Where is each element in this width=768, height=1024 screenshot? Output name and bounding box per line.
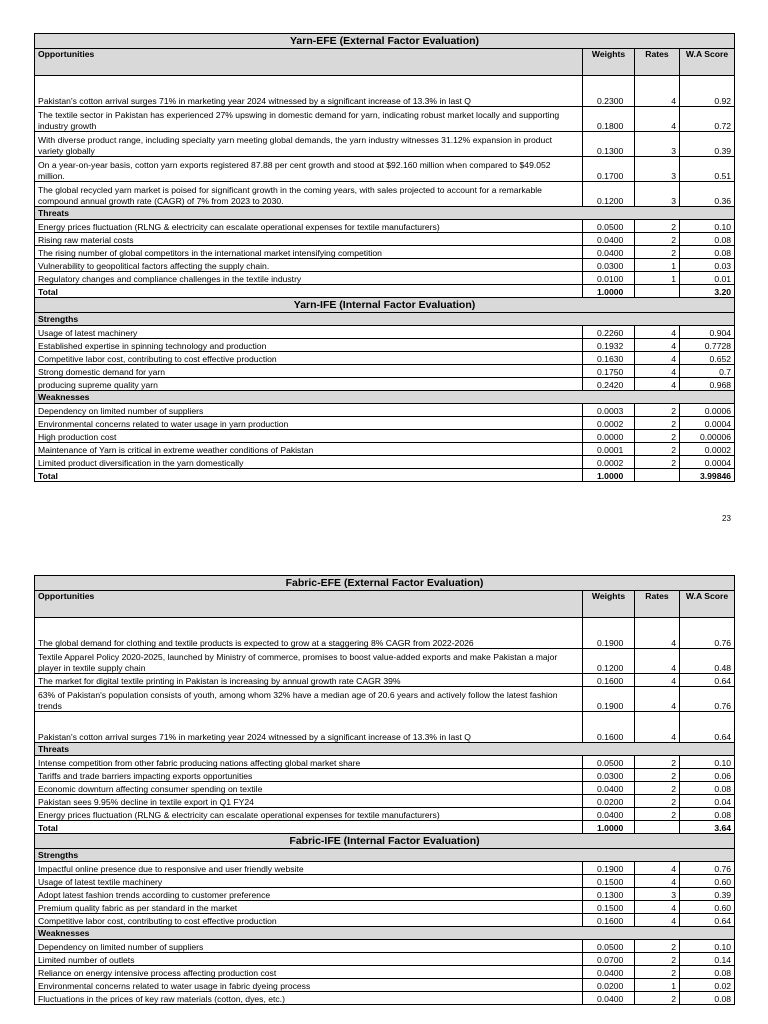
section-title-row [35, 576, 735, 591]
weight-cell: 0.1200 [583, 182, 635, 207]
rate-cell: 2 [635, 246, 680, 259]
table-row [35, 220, 735, 233]
weight-cell: 0.2260 [583, 326, 635, 339]
weaknesses-subheader: Weaknesses [35, 391, 735, 404]
table-row [35, 979, 735, 992]
score-cell: 0.76 [680, 618, 735, 649]
total-rate [635, 469, 680, 482]
yarn-efe-title: Yarn-EFE (External Factor Evaluation) [35, 34, 735, 49]
table-row [35, 339, 735, 352]
score-cell: 0.08 [680, 782, 735, 795]
factor-text: producing supreme quality yarn [35, 378, 583, 391]
total-label: Total [35, 285, 583, 298]
rate-cell: 3 [635, 182, 680, 207]
table-row [35, 430, 735, 443]
header-row [35, 49, 735, 76]
table-row [35, 76, 735, 107]
table-row [35, 914, 735, 927]
rate-cell: 2 [635, 233, 680, 246]
score-cell: 0.08 [680, 246, 735, 259]
strengths-subheader: Strengths [35, 313, 735, 326]
rates-header: Rates [635, 49, 680, 76]
score-cell: 0.76 [680, 862, 735, 875]
score-cell: 0.02 [680, 979, 735, 992]
factor-text: Pakistan's cotton arrival surges 71% in marketing year 2024 witnessed by a significant increase of 13.3% in last Q [35, 712, 583, 743]
weight-cell: 0.0400 [583, 246, 635, 259]
weight-cell: 0.1900 [583, 862, 635, 875]
rate-cell: 4 [635, 649, 680, 674]
score-cell: 0.64 [680, 712, 735, 743]
weight-cell: 0.1300 [583, 888, 635, 901]
table-row [35, 365, 735, 378]
weight-cell: 0.0002 [583, 456, 635, 469]
rate-cell: 4 [635, 76, 680, 107]
factor-text: Established expertise in spinning technology and production [35, 339, 583, 352]
score-cell: 0.51 [680, 157, 735, 182]
factor-text: Energy prices fluctuation (RLNG & electricity can escalate operational expenses for textile manufacturers) [35, 808, 583, 821]
total-label: Total [35, 469, 583, 482]
weight-cell: 0.0400 [583, 233, 635, 246]
score-cell: 0.0006 [680, 404, 735, 417]
opportunities-header: Opportunities [35, 591, 583, 618]
header-row [35, 591, 735, 618]
factor-text: Intense competition from other fabric producing nations affecting global market share [35, 756, 583, 769]
opportunities-header: Opportunities [35, 49, 583, 76]
score-cell: 0.60 [680, 901, 735, 914]
factor-text: The textile sector in Pakistan has experienced 27% upswing in domestic demand for yarn, indicating robust market locally and supporting industry growth [35, 107, 583, 132]
weight-cell: 0.0500 [583, 940, 635, 953]
factor-text: Usage of latest textile machinery [35, 875, 583, 888]
rate-cell: 2 [635, 953, 680, 966]
rate-cell: 4 [635, 914, 680, 927]
rate-cell: 2 [635, 992, 680, 1005]
table-row [35, 456, 735, 469]
factor-text: Premium quality fabric as per standard in the market [35, 901, 583, 914]
score-cell: 0.39 [680, 132, 735, 157]
factor-text: Vulnerability to geopolitical factors affecting the supply chain. [35, 259, 583, 272]
table-row [35, 404, 735, 417]
total-score: 3.99846 [680, 469, 735, 482]
score-cell: 0.60 [680, 875, 735, 888]
factor-text: The global recycled yarn market is poised for significant growth in the coming years, with sales projected to account for a remarkable compound annual growth rate (CAGR) of 7% from 2023 to 2030. [35, 182, 583, 207]
fabric-efe-title: Fabric-EFE (External Factor Evaluation) [35, 576, 735, 591]
total-weight: 1.0000 [583, 285, 635, 298]
factor-text: Usage of latest machinery [35, 326, 583, 339]
score-cell: 0.10 [680, 220, 735, 233]
score-cell: 0.968 [680, 378, 735, 391]
total-row [35, 469, 735, 482]
threats-subheader: Threats [35, 743, 735, 756]
score-cell: 0.36 [680, 182, 735, 207]
score-cell: 0.652 [680, 352, 735, 365]
weight-cell: 0.0000 [583, 430, 635, 443]
factor-text: The global demand for clothing and textile products is expected to grow at a staggering 8% CAGR from 2022-2026 [35, 618, 583, 649]
total-rate [635, 821, 680, 834]
table-row [35, 272, 735, 285]
weight-cell: 0.0400 [583, 966, 635, 979]
table-row [35, 953, 735, 966]
weight-cell: 0.0400 [583, 782, 635, 795]
factor-text: Environmental concerns related to water usage in yarn production [35, 417, 583, 430]
table-row [35, 132, 735, 157]
weight-cell: 0.0200 [583, 979, 635, 992]
rate-cell: 4 [635, 618, 680, 649]
rate-cell: 3 [635, 157, 680, 182]
score-cell: 0.08 [680, 233, 735, 246]
rate-cell: 4 [635, 687, 680, 712]
rate-cell: 4 [635, 862, 680, 875]
weight-cell: 0.0400 [583, 808, 635, 821]
table-row [35, 233, 735, 246]
factor-text: Impactful online presence due to responsive and user friendly website [35, 862, 583, 875]
weight-cell: 0.0100 [583, 272, 635, 285]
fabric-ife-title: Fabric-IFE (Internal Factor Evaluation) [35, 834, 735, 849]
factor-text: With diverse product range, including specialty yarn meeting global demands, the yarn industry witnesses 31.12% expansion in product variety globally [35, 132, 583, 157]
weight-cell: 0.0300 [583, 769, 635, 782]
score-cell: 0.06 [680, 769, 735, 782]
score-cell: 0.10 [680, 940, 735, 953]
factor-text: Environmental concerns related to water usage in fabric dyeing process [35, 979, 583, 992]
table-row [35, 674, 735, 687]
rate-cell: 4 [635, 378, 680, 391]
weight-cell: 0.2420 [583, 378, 635, 391]
score-cell: 0.904 [680, 326, 735, 339]
score-cell: 0.39 [680, 888, 735, 901]
rate-cell: 2 [635, 966, 680, 979]
score-cell: 0.00006 [680, 430, 735, 443]
score-cell: 0.0002 [680, 443, 735, 456]
total-score: 3.64 [680, 821, 735, 834]
factor-text: Adopt latest fashion trends according to customer preference [35, 888, 583, 901]
rate-cell: 2 [635, 756, 680, 769]
weight-cell: 0.1932 [583, 339, 635, 352]
rate-cell: 2 [635, 220, 680, 233]
weight-cell: 0.0300 [583, 259, 635, 272]
score-cell: 0.04 [680, 795, 735, 808]
score-cell: 0.08 [680, 992, 735, 1005]
table-row [35, 966, 735, 979]
weight-cell: 0.0500 [583, 756, 635, 769]
factor-text: On a year-on-year basis, cotton yarn exports registered 87.88 per cent growth and stood at $92.160 million when compared to $49.052 million. [35, 157, 583, 182]
rate-cell: 2 [635, 782, 680, 795]
total-label: Total [35, 821, 583, 834]
weight-cell: 0.0002 [583, 417, 635, 430]
rate-cell: 4 [635, 901, 680, 914]
table-row [35, 107, 735, 132]
rate-cell: 1 [635, 272, 680, 285]
weaknesses-subheader: Weaknesses [35, 927, 735, 940]
weight-cell: 0.0200 [583, 795, 635, 808]
weight-cell: 0.1200 [583, 649, 635, 674]
table-row [35, 246, 735, 259]
weight-cell: 0.0400 [583, 992, 635, 1005]
score-cell: 0.0004 [680, 417, 735, 430]
weight-cell: 0.1600 [583, 674, 635, 687]
table-row [35, 157, 735, 182]
section-title-row [35, 34, 735, 49]
factor-text: Energy prices fluctuation (RLNG & electricity can escalate operational expenses for textile manufacturers) [35, 220, 583, 233]
rate-cell: 2 [635, 456, 680, 469]
factor-text: Limited product diversification in the yarn domestically [35, 456, 583, 469]
rate-cell: 4 [635, 352, 680, 365]
score-cell: 0.64 [680, 914, 735, 927]
weight-cell: 0.1630 [583, 352, 635, 365]
weight-cell: 0.1900 [583, 687, 635, 712]
rate-cell: 2 [635, 940, 680, 953]
table-row [35, 443, 735, 456]
score-cell: 0.7 [680, 365, 735, 378]
score-cell: 0.03 [680, 259, 735, 272]
factor-text: Tariffs and trade barriers impacting exports opportunities [35, 769, 583, 782]
score-cell: 0.92 [680, 76, 735, 107]
score-cell: 0.76 [680, 687, 735, 712]
rate-cell: 1 [635, 259, 680, 272]
table-row [35, 782, 735, 795]
weight-cell: 0.1750 [583, 365, 635, 378]
table-row [35, 992, 735, 1005]
table-row [35, 649, 735, 674]
weight-cell: 0.1900 [583, 618, 635, 649]
rate-cell: 3 [635, 132, 680, 157]
score-cell: 0.10 [680, 756, 735, 769]
factor-text: Regulatory changes and compliance challenges in the textile industry [35, 272, 583, 285]
rate-cell: 3 [635, 888, 680, 901]
rates-header: Rates [635, 591, 680, 618]
factor-text: The rising number of global competitors in the international market intensifying competition [35, 246, 583, 259]
table-row [35, 940, 735, 953]
table-row [35, 712, 735, 743]
score-cell: 0.08 [680, 808, 735, 821]
score-header: W.A Score [680, 591, 735, 618]
strengths-subheader: Strengths [35, 849, 735, 862]
weight-cell: 0.1600 [583, 712, 635, 743]
table-row [35, 769, 735, 782]
total-weight: 1.0000 [583, 469, 635, 482]
factor-text: Limited number of outlets [35, 953, 583, 966]
rate-cell: 2 [635, 795, 680, 808]
factor-text: Pakistan sees 9.95% decline in textile export in Q1 FY24 [35, 795, 583, 808]
factor-text: Textile Apparel Policy 2020-2025, launched by Ministry of commerce, promises to boost value-added exports and make Pakistan a major player in textile supply chain [35, 649, 583, 674]
weight-cell: 0.0700 [583, 953, 635, 966]
factor-text: Economic downturn affecting consumer spending on textile [35, 782, 583, 795]
rate-cell: 2 [635, 404, 680, 417]
weight-cell: 0.1800 [583, 107, 635, 132]
fabric-evaluation-table [34, 575, 735, 1005]
table-row [35, 417, 735, 430]
table-row [35, 326, 735, 339]
score-cell: 0.7728 [680, 339, 735, 352]
factor-text: Competitive labor cost, contributing to cost effective production [35, 352, 583, 365]
factor-text: High production cost [35, 430, 583, 443]
rate-cell: 2 [635, 769, 680, 782]
table-row [35, 756, 735, 769]
total-weight: 1.0000 [583, 821, 635, 834]
factor-text: Competitive labor cost, contributing to cost effective production [35, 914, 583, 927]
weight-cell: 0.1500 [583, 875, 635, 888]
table-row [35, 378, 735, 391]
table-row [35, 862, 735, 875]
weight-cell: 0.0003 [583, 404, 635, 417]
score-cell: 0.0004 [680, 456, 735, 469]
score-cell: 0.64 [680, 674, 735, 687]
rate-cell: 4 [635, 712, 680, 743]
weight-cell: 0.1700 [583, 157, 635, 182]
rate-cell: 4 [635, 339, 680, 352]
section-title-row [35, 834, 735, 849]
rate-cell: 4 [635, 326, 680, 339]
table-row [35, 259, 735, 272]
score-cell: 0.72 [680, 107, 735, 132]
section-title-row [35, 298, 735, 313]
rate-cell: 4 [635, 107, 680, 132]
factor-text: The market for digital textile printing in Pakistan is increasing by annual growth rate CAGR 39% [35, 674, 583, 687]
weight-cell: 0.1500 [583, 901, 635, 914]
rate-cell: 4 [635, 365, 680, 378]
factor-text: Strong domestic demand for yarn [35, 365, 583, 378]
factor-text: Pakistan's cotton arrival surges 71% in marketing year 2024 witnessed by a significant increase of 13.3% in last Q [35, 76, 583, 107]
factor-text: 63% of Pakistan's population consists of youth, among whom 32% have a median age of 20.6 years and actively follow the latest fashion trends [35, 687, 583, 712]
rate-cell: 4 [635, 875, 680, 888]
rate-cell: 2 [635, 430, 680, 443]
factor-text: Fluctuations in the prices of key raw materials (cotton, dyes, etc.) [35, 992, 583, 1005]
total-row [35, 821, 735, 834]
rate-cell: 2 [635, 443, 680, 456]
weights-header: Weights [583, 591, 635, 618]
weight-cell: 0.1300 [583, 132, 635, 157]
weight-cell: 0.0001 [583, 443, 635, 456]
yarn-ife-title: Yarn-IFE (Internal Factor Evaluation) [35, 298, 735, 313]
total-row [35, 285, 735, 298]
table-row [35, 875, 735, 888]
score-cell: 0.01 [680, 272, 735, 285]
table-row [35, 808, 735, 821]
factor-text: Reliance on energy intensive process affecting production cost [35, 966, 583, 979]
score-cell: 0.08 [680, 966, 735, 979]
rate-cell: 4 [635, 674, 680, 687]
score-header: W.A Score [680, 49, 735, 76]
rate-cell: 2 [635, 808, 680, 821]
table-row [35, 687, 735, 712]
weight-cell: 0.0500 [583, 220, 635, 233]
total-score: 3.20 [680, 285, 735, 298]
rate-cell: 2 [635, 417, 680, 430]
table-row [35, 795, 735, 808]
yarn-evaluation-table [34, 33, 735, 482]
factor-text: Dependency on limited number of suppliers [35, 404, 583, 417]
rate-cell: 1 [635, 979, 680, 992]
table-row [35, 352, 735, 365]
weight-cell: 0.1600 [583, 914, 635, 927]
weight-cell: 0.2300 [583, 76, 635, 107]
table-row [35, 901, 735, 914]
table-row [35, 618, 735, 649]
page-number: 23 [722, 514, 731, 523]
table-row [35, 182, 735, 207]
score-cell: 0.48 [680, 649, 735, 674]
factor-text: Maintenance of Yarn is critical in extreme weather conditions of Pakistan [35, 443, 583, 456]
weights-header: Weights [583, 49, 635, 76]
factor-text: Rising raw material costs [35, 233, 583, 246]
total-rate [635, 285, 680, 298]
threats-subheader: Threats [35, 207, 735, 220]
score-cell: 0.14 [680, 953, 735, 966]
table-row [35, 888, 735, 901]
factor-text: Dependency on limited number of suppliers [35, 940, 583, 953]
